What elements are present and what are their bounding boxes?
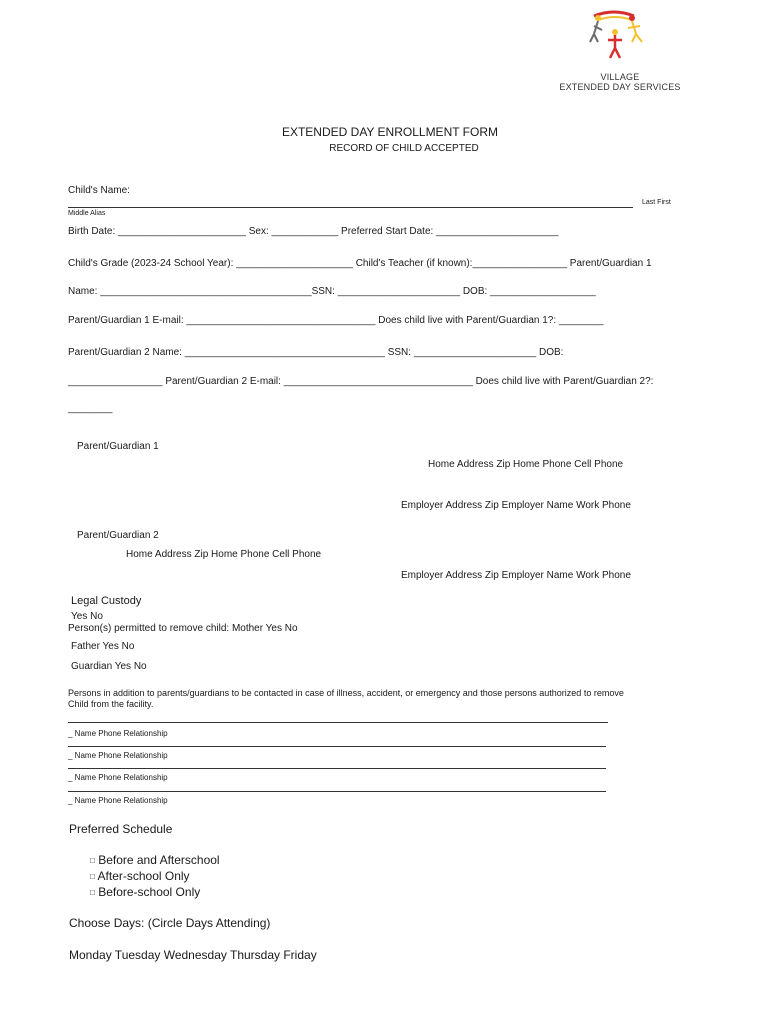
permitted-guardian-line: Guardian Yes No <box>71 661 147 672</box>
pg1-address-label: Parent/Guardian 1 <box>77 441 159 452</box>
contact-row-2: _ Name Phone Relationship <box>68 751 168 760</box>
grade-teacher-line: Child's Grade (2023-24 School Year): _____________________ Child's Teacher (if known):_________________ Parent/Guardian 1 <box>68 258 652 269</box>
contacts-intro-line2: Child from the facility. <box>68 699 154 709</box>
pg2-address-label: Parent/Guardian 2 <box>77 530 159 541</box>
pg2-name-line: Parent/Guardian 2 Name: ____________________________________ SSN: ______________________ DOB: <box>68 347 564 358</box>
schedule-option-before-after[interactable] <box>90 853 220 867</box>
pg2-employer-line: Employer Address Zip Employer Name Work Phone <box>401 570 631 581</box>
schedule-option-label: Before and Afterschool <box>98 853 220 867</box>
pg2-live-with-blank: ________ <box>68 403 113 414</box>
days-list[interactable]: Monday Tuesday Wednesday Thursday Friday <box>69 948 317 962</box>
legal-custody-label: Legal Custody <box>71 595 142 607</box>
choose-days-title: Choose Days: (Circle Days Attending) <box>69 916 271 930</box>
pg1-home-line: Home Address Zip Home Phone Cell Phone <box>428 459 624 470</box>
child-name-parts-right: Last First <box>642 199 671 206</box>
pg2-home-line: Home Address Zip Home Phone Cell Phone <box>126 549 322 560</box>
pg1-name-line: Name: ______________________________________SSN: ______________________ DOB: ___________________ <box>68 286 596 297</box>
child-name-field[interactable] <box>68 207 633 208</box>
form-title: EXTENDED DAY ENROLLMENT FORM <box>281 125 499 139</box>
pg2-email-line: _________________ Parent/Guardian 2 E-mail: __________________________________ Does child live with Parent/Guardian 2?: <box>68 376 654 387</box>
village-logo-icon <box>584 10 646 68</box>
contact-row-4: _ Name Phone Relationship <box>68 796 168 805</box>
contact-field-2[interactable] <box>68 746 606 747</box>
checkbox-icon[interactable]: □ <box>90 872 95 881</box>
legal-custody-yes-no: Yes No <box>71 611 103 622</box>
pg1-employer-line: Employer Address Zip Employer Name Work Phone <box>401 500 631 511</box>
child-name-parts-left: Middle Alias <box>68 210 106 217</box>
pg1-email-line: Parent/Guardian 1 E-mail: __________________________________ Does child live with Parent/Guardian 1?: ________ <box>68 315 604 326</box>
checkbox-icon[interactable]: □ <box>90 888 95 897</box>
schedule-option-after[interactable] <box>90 869 190 883</box>
logo-name: VILLAGE <box>600 72 640 82</box>
contact-field-3[interactable] <box>68 768 606 769</box>
preferred-schedule-title: Preferred Schedule <box>69 822 173 836</box>
schedule-option-before[interactable] <box>90 885 200 899</box>
schedule-option-label: Before-school Only <box>98 885 201 899</box>
permitted-father-line: Father Yes No <box>71 641 135 652</box>
logo-subtitle: EXTENDED DAY SERVICES <box>559 82 681 92</box>
birth-sex-start-line: Birth Date: _______________________ Sex: ____________ Preferred Start Date: ______________________ <box>68 226 559 237</box>
contacts-intro-line1: Persons in addition to parents/guardians to be contacted in case of illness, accident, or emergency and those persons authorized to remove <box>68 688 624 698</box>
contact-row-1: _ Name Phone Relationship <box>68 729 168 738</box>
contact-field-1[interactable] <box>68 722 608 723</box>
contact-row-3: _ Name Phone Relationship <box>68 773 168 782</box>
contact-field-4[interactable] <box>68 791 606 792</box>
form-subtitle: RECORD OF CHILD ACCEPTED <box>329 143 479 154</box>
child-name-label: Child's Name: <box>68 185 130 196</box>
schedule-option-label: After-school Only <box>97 869 190 883</box>
checkbox-icon[interactable]: □ <box>90 856 95 865</box>
permitted-mother-line: Person(s) permitted to remove child: Mother Yes No <box>68 623 298 634</box>
